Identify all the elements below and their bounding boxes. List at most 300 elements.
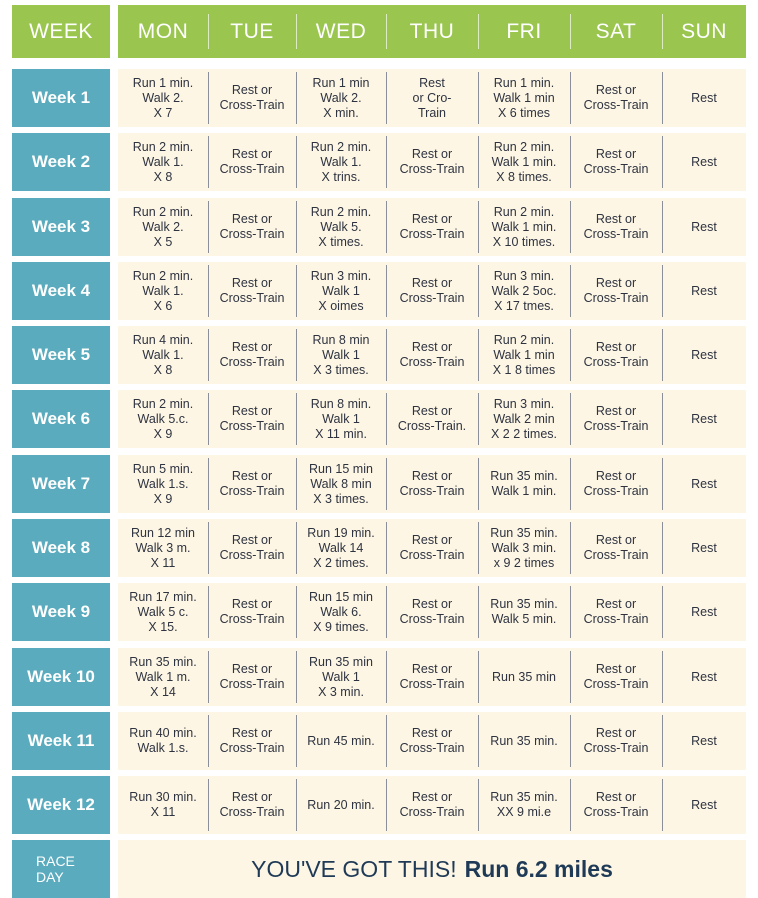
column-divider: [478, 779, 479, 831]
column-divider: [296, 329, 297, 381]
week-row: [0, 712, 758, 770]
day-cell-fri: [478, 326, 570, 384]
cell-line: Rest or: [231, 404, 273, 418]
column-divider: [208, 779, 209, 831]
cell-line: Rest: [691, 797, 717, 812]
cell-line: Run 2 min.: [132, 139, 194, 154]
cell-line: Walk 1 min: [493, 347, 555, 362]
column-divider: [386, 329, 387, 381]
cell-line: Rest or: [595, 83, 637, 97]
day-cell-sun: [662, 648, 746, 706]
column-divider: [662, 586, 663, 638]
cell-line: Run 35 min.: [490, 597, 558, 611]
day-cell-wed: [296, 712, 386, 770]
cell-line: X 8: [153, 169, 173, 184]
day-cell-wed: [296, 326, 386, 384]
cell-line: Cross-Train: [219, 677, 285, 691]
cell-line: Cross-Train: [583, 419, 649, 433]
race-day-message-regular: YOU'VE GOT THIS!: [251, 855, 457, 882]
day-cell-wed: [296, 648, 386, 706]
column-divider: [386, 72, 387, 124]
day-cell-wed: [296, 262, 386, 320]
week-label: Week 3: [12, 198, 110, 256]
column-divider: [208, 522, 209, 574]
cell-line: X times.: [318, 234, 364, 249]
day-cell-sat: [570, 776, 662, 834]
cell-line: Cross-Train: [583, 355, 649, 369]
day-cell-sun: [662, 133, 746, 191]
week-label: Week 5: [12, 326, 110, 384]
cell-line: Run 8 min: [312, 332, 370, 347]
cell-line: Cross-Train: [399, 677, 465, 691]
race-day-message: [118, 840, 746, 898]
day-cell-sun: [662, 326, 746, 384]
header-row: [0, 5, 758, 58]
day-cell-thu: [386, 198, 478, 256]
week-row: [0, 776, 758, 834]
race-day-message-bold: Run 6.2 miles: [464, 855, 613, 882]
cell-line: Rest or: [595, 662, 637, 676]
cell-line: Walk 1: [322, 347, 360, 362]
day-cell-sat: [570, 712, 662, 770]
column-divider: [478, 393, 479, 445]
cell-line: Rest: [691, 669, 717, 684]
cell-line: Run 2 min.: [132, 396, 194, 411]
day-cell-fri: [478, 262, 570, 320]
week-row: [0, 133, 758, 191]
cell-line: Rest or: [595, 597, 637, 611]
column-divider: [662, 651, 663, 703]
cell-line: Walk 5.: [320, 219, 362, 234]
day-cell-thu: [386, 133, 478, 191]
column-divider: [570, 458, 571, 510]
header-divider: [296, 14, 297, 49]
week-label: Week 2: [12, 133, 110, 191]
cell-line: Walk 1 min.: [491, 484, 557, 498]
day-cell-wed: [296, 455, 386, 513]
day-cell-sat: [570, 69, 662, 127]
day-cell-mon: [118, 712, 208, 770]
header-week: WEEK: [12, 5, 110, 58]
day-cell-thu: [386, 519, 478, 577]
cell-line: Walk 6.: [320, 604, 362, 619]
race-day-label: [12, 840, 110, 898]
cell-line: Cross-Train: [399, 805, 465, 819]
week-row: [0, 69, 758, 127]
day-cell-mon: [118, 262, 208, 320]
cell-line: Walk 1.: [142, 283, 184, 298]
week-label: Week 8: [12, 519, 110, 577]
column-divider: [662, 329, 663, 381]
cell-line: X 2 2 times.: [491, 426, 557, 441]
cell-line: Rest or: [595, 404, 637, 418]
week-label: Week 12: [12, 776, 110, 834]
week-row: [0, 648, 758, 706]
header-day-sun: SUN: [681, 19, 727, 43]
cell-line: Cross-Train: [219, 484, 285, 498]
cell-line: Cross-Train: [219, 291, 285, 305]
race-day-label-line: DAY: [36, 869, 64, 885]
day-cell-sat: [570, 648, 662, 706]
cell-line: Rest or: [231, 83, 273, 97]
cell-line: Walk 1.s.: [137, 741, 189, 755]
cell-line: Cross-Train: [219, 98, 285, 112]
cell-line: Walk 8 min: [310, 476, 372, 491]
day-cell-thu: [386, 455, 478, 513]
cell-line: Run 3 min.: [493, 396, 555, 411]
day-cell-fri: [478, 776, 570, 834]
cell-line: Run 2 min.: [132, 204, 194, 219]
day-cell-fri: [478, 583, 570, 641]
day-cell-thu: [386, 326, 478, 384]
race-day-row: [0, 840, 758, 898]
cell-line: Run 2 min.: [132, 268, 194, 283]
column-divider: [570, 522, 571, 574]
cell-line: Cross-Train: [399, 484, 465, 498]
cell-line: X 3 min.: [318, 684, 364, 699]
day-cell-fri: [478, 455, 570, 513]
cell-line: Run 35 min.: [490, 525, 558, 540]
cell-line: Rest or: [231, 726, 273, 740]
week-label: Week 1: [12, 69, 110, 127]
cell-line: Run 17 min.: [129, 589, 197, 604]
cell-line: Cross-Train.: [397, 419, 467, 433]
cell-line: Cross-Train: [399, 741, 465, 755]
cell-line: Walk 1.: [142, 154, 184, 169]
cell-line: Walk 2 5oc.: [491, 283, 557, 298]
day-cell-wed: [296, 198, 386, 256]
header-day-sat: SAT: [595, 19, 637, 43]
day-cell-mon: [118, 519, 208, 577]
cell-line: Rest: [691, 411, 717, 426]
column-divider: [386, 393, 387, 445]
column-divider: [662, 715, 663, 767]
cell-line: Cross-Train: [219, 741, 285, 755]
cell-line: Cross-Train: [219, 805, 285, 819]
column-divider: [662, 72, 663, 124]
column-divider: [570, 393, 571, 445]
cell-line: Cross-Train: [399, 612, 465, 626]
header-divider: [208, 14, 209, 49]
column-divider: [296, 586, 297, 638]
day-cell-sat: [570, 262, 662, 320]
cell-line: Run 20 min.: [307, 797, 375, 812]
column-divider: [386, 136, 387, 188]
cell-line: Run 30 min.: [129, 790, 197, 804]
cell-line: Train: [417, 105, 446, 120]
cell-line: Rest: [691, 219, 717, 234]
cell-line: Rest or: [595, 790, 637, 804]
cell-line: Cross-Train: [399, 291, 465, 305]
day-cell-sat: [570, 583, 662, 641]
cell-line: Run 1 min: [312, 75, 370, 90]
cell-line: Rest or: [411, 147, 453, 161]
day-cell-tue: [208, 712, 296, 770]
column-divider: [296, 458, 297, 510]
cell-line: Cross-Train: [399, 548, 465, 562]
cell-line: X 9: [153, 426, 173, 441]
cell-line: X 2 times.: [313, 555, 369, 570]
column-divider: [296, 779, 297, 831]
cell-line: Cross-Train: [219, 548, 285, 562]
cell-line: Run 2 min.: [310, 139, 372, 154]
cell-line: x 9 2 times: [493, 555, 555, 570]
column-divider: [570, 779, 571, 831]
cell-line: Cross-Train: [219, 355, 285, 369]
column-divider: [570, 651, 571, 703]
cell-line: Walk 1.s.: [137, 476, 189, 491]
cell-line: Cross-Train: [583, 162, 649, 176]
cell-line: Walk 3 min.: [491, 540, 557, 555]
day-cell-mon: [118, 776, 208, 834]
day-cell-tue: [208, 133, 296, 191]
column-divider: [570, 201, 571, 253]
column-divider: [208, 329, 209, 381]
day-cell-tue: [208, 198, 296, 256]
cell-line: Cross-Train: [583, 227, 649, 241]
cell-line: Run 15 min: [309, 589, 373, 604]
cell-line: Rest: [691, 733, 717, 748]
cell-line: Cross-Train: [399, 355, 465, 369]
day-cell-fri: [478, 133, 570, 191]
column-divider: [478, 715, 479, 767]
day-cell-sun: [662, 519, 746, 577]
column-divider: [208, 265, 209, 317]
day-cell-sun: [662, 712, 746, 770]
cell-line: X 15.: [148, 619, 178, 634]
day-cell-fri: [478, 390, 570, 448]
day-cell-mon: [118, 198, 208, 256]
header-divider: [570, 14, 571, 49]
week-row: [0, 262, 758, 320]
cell-line: Walk 5 min.: [491, 612, 557, 626]
day-cell-fri: [478, 69, 570, 127]
column-divider: [570, 72, 571, 124]
cell-line: Walk 2.: [320, 90, 362, 105]
column-divider: [570, 715, 571, 767]
column-divider: [570, 329, 571, 381]
column-divider: [662, 522, 663, 574]
column-divider: [570, 586, 571, 638]
day-cell-tue: [208, 519, 296, 577]
column-divider: [478, 458, 479, 510]
cell-line: Rest: [691, 154, 717, 169]
cell-line: Run 15 min: [309, 461, 373, 476]
cell-line: Rest or: [231, 276, 273, 290]
cell-line: Rest or: [231, 469, 273, 483]
day-cell-sat: [570, 519, 662, 577]
cell-line: Rest or: [595, 469, 637, 483]
week-row: [0, 583, 758, 641]
cell-line: Cross-Train: [219, 612, 285, 626]
column-divider: [478, 136, 479, 188]
column-divider: [478, 522, 479, 574]
day-cell-tue: [208, 583, 296, 641]
cell-line: Run 19 min.: [307, 525, 375, 540]
day-cell-mon: [118, 455, 208, 513]
day-cell-thu: [386, 390, 478, 448]
cell-line: Walk 5 c.: [137, 604, 189, 619]
cell-line: X 9 times.: [313, 619, 369, 634]
column-divider: [570, 265, 571, 317]
day-cell-thu: [386, 648, 478, 706]
day-cell-sun: [662, 776, 746, 834]
column-divider: [296, 72, 297, 124]
cell-line: Rest: [691, 90, 717, 105]
cell-line: Run 12 min: [131, 525, 195, 540]
day-cell-wed: [296, 519, 386, 577]
day-cell-fri: [478, 519, 570, 577]
column-divider: [662, 393, 663, 445]
cell-line: Rest or: [231, 212, 273, 226]
column-divider: [208, 651, 209, 703]
day-cell-sun: [662, 390, 746, 448]
header-divider: [662, 14, 663, 49]
cell-line: Rest or: [231, 147, 273, 161]
column-divider: [386, 651, 387, 703]
column-divider: [296, 715, 297, 767]
cell-line: X 3 times.: [313, 362, 369, 377]
cell-line: X 5: [153, 234, 173, 249]
cell-line: Cross-Train: [399, 227, 465, 241]
day-cell-mon: [118, 648, 208, 706]
cell-line: Run 3 min.: [310, 268, 372, 283]
cell-line: Cross-Train: [219, 162, 285, 176]
cell-line: Rest or: [231, 662, 273, 676]
column-divider: [208, 715, 209, 767]
cell-line: Rest or: [595, 147, 637, 161]
cell-line: Rest: [691, 604, 717, 619]
cell-line: Rest: [691, 540, 717, 555]
cell-line: Walk 1 m.: [135, 669, 191, 684]
cell-line: Rest: [691, 283, 717, 298]
column-divider: [662, 136, 663, 188]
cell-line: Rest: [691, 347, 717, 362]
cell-line: X 9: [153, 491, 173, 506]
cell-line: Cross-Train: [583, 741, 649, 755]
cell-line: Walk 1 min.: [491, 154, 557, 169]
cell-line: Cross-Train: [219, 227, 285, 241]
column-divider: [208, 72, 209, 124]
column-divider: [208, 136, 209, 188]
column-divider: [208, 393, 209, 445]
cell-line: Rest or: [595, 533, 637, 547]
header-day-thu: THU: [409, 19, 455, 43]
day-cell-mon: [118, 390, 208, 448]
cell-line: Rest or: [411, 533, 453, 547]
column-divider: [662, 779, 663, 831]
cell-line: Walk 1: [322, 669, 360, 684]
day-cell-wed: [296, 390, 386, 448]
day-cell-mon: [118, 326, 208, 384]
column-divider: [296, 265, 297, 317]
week-row: [0, 519, 758, 577]
cell-line: X 3 times.: [313, 491, 369, 506]
day-cell-mon: [118, 583, 208, 641]
cell-line: Walk 5.c.: [137, 411, 189, 426]
cell-line: Rest or: [411, 212, 453, 226]
cell-line: Cross-Train: [583, 805, 649, 819]
day-cell-mon: [118, 133, 208, 191]
day-cell-wed: [296, 69, 386, 127]
column-divider: [570, 136, 571, 188]
cell-line: X trins.: [321, 169, 361, 184]
week-label: Week 7: [12, 455, 110, 513]
column-divider: [296, 522, 297, 574]
cell-line: X 10 times.: [492, 234, 556, 249]
day-cell-sat: [570, 133, 662, 191]
cell-line: Run 2 min.: [493, 204, 555, 219]
cell-line: X 8: [153, 362, 173, 377]
cell-line: Rest or: [411, 340, 453, 354]
cell-line: Walk 1: [322, 411, 360, 426]
day-cell-tue: [208, 776, 296, 834]
header-day-mon: MON: [137, 19, 189, 43]
column-divider: [386, 586, 387, 638]
week-label: Week 10: [12, 648, 110, 706]
cell-line: Rest or: [411, 469, 453, 483]
day-cell-thu: [386, 69, 478, 127]
cell-line: Run 40 min.: [129, 726, 197, 740]
column-divider: [478, 201, 479, 253]
cell-line: or Cro-: [412, 90, 452, 105]
day-cell-fri: [478, 198, 570, 256]
cell-line: Walk 1 min: [493, 90, 555, 105]
cell-line: Run 2 min.: [310, 204, 372, 219]
cell-line: X 6 times: [497, 105, 551, 120]
header-divider: [478, 14, 479, 49]
cell-line: X 6: [153, 298, 173, 313]
cell-line: Run 5 min.: [132, 461, 194, 476]
day-cell-wed: [296, 776, 386, 834]
cell-line: X min.: [323, 105, 359, 120]
cell-line: Run 2 min.: [493, 332, 555, 347]
cell-line: Rest or: [411, 726, 453, 740]
column-divider: [296, 651, 297, 703]
header-day-wed: WED: [315, 19, 367, 43]
day-cell-thu: [386, 712, 478, 770]
cell-line: X 8 times.: [496, 169, 552, 184]
column-divider: [662, 458, 663, 510]
cell-line: Rest or: [411, 662, 453, 676]
day-cell-sat: [570, 198, 662, 256]
cell-line: Walk 1: [322, 283, 360, 298]
header-divider: [386, 14, 387, 49]
day-cell-tue: [208, 69, 296, 127]
cell-line: Walk 2.: [142, 90, 184, 105]
cell-line: Run 4 min.: [132, 332, 194, 347]
cell-line: Rest: [419, 75, 445, 90]
cell-line: Cross-Train: [583, 98, 649, 112]
week-label: Week 9: [12, 583, 110, 641]
week-label: Week 4: [12, 262, 110, 320]
cell-line: Run 35 min.: [490, 469, 558, 483]
cell-line: Walk 1 min.: [491, 219, 557, 234]
cell-line: Rest or: [595, 276, 637, 290]
cell-line: Cross-Train: [583, 612, 649, 626]
column-divider: [296, 201, 297, 253]
cell-line: X oimes: [318, 298, 364, 313]
day-cell-sat: [570, 390, 662, 448]
week-label: Week 6: [12, 390, 110, 448]
column-divider: [386, 779, 387, 831]
cell-line: Cross-Train: [583, 548, 649, 562]
day-cell-sun: [662, 198, 746, 256]
cell-line: Walk 1.: [320, 154, 362, 169]
cell-line: Rest or: [595, 340, 637, 354]
column-divider: [478, 72, 479, 124]
cell-line: Run 35 min.: [129, 654, 197, 669]
